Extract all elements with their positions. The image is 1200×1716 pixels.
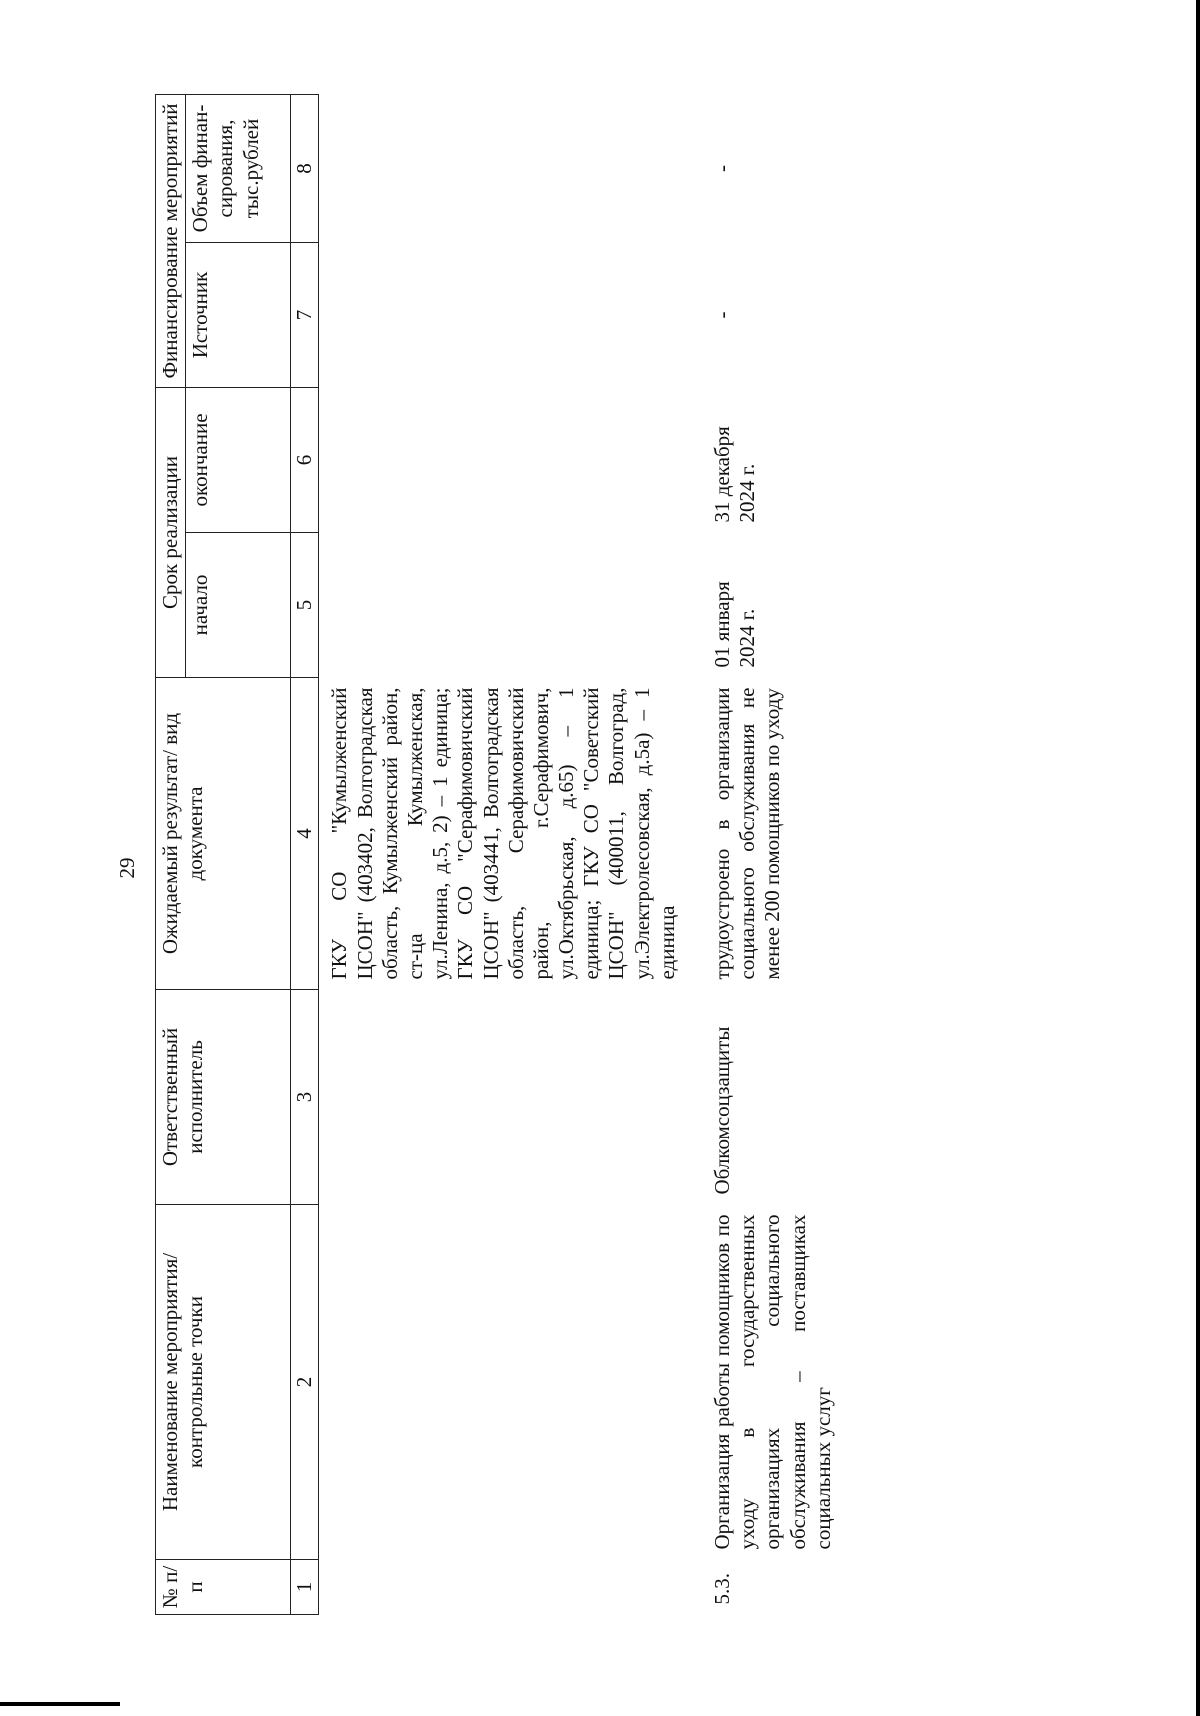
header-end: окончание <box>186 388 291 533</box>
header-expected-result: Ожидаемый результат/ вид документа <box>156 678 291 990</box>
header-start: начало <box>186 533 291 678</box>
column-number-4: 4 <box>291 678 319 990</box>
expected-result-cell: трудоустроено в организации социального обслуживания не менее 200 помощников по уходу <box>710 687 785 980</box>
activity-name-cell: Организация работы помощников по уходу в государственных организациях социального обслуживания – поставщиках социальных услуг <box>710 1214 835 1550</box>
table-row-continuation <box>319 95 702 1615</box>
header-source: Источник <box>186 243 291 388</box>
scan-edge-right <box>1196 0 1200 1716</box>
header-financing: Финансирование мероприятий <box>156 95 186 388</box>
start-date-cell: 01 января 2024 г. <box>710 581 760 668</box>
header-number: № п/п <box>156 1560 291 1615</box>
header-period: Срок реализации <box>156 388 186 678</box>
row-number-cell: 5.3. <box>710 1573 734 1605</box>
activities-table <box>155 94 840 1615</box>
page-number: 29 <box>115 857 139 879</box>
end-date-cell: 31 декабря 2024 г. <box>710 426 760 523</box>
header-volume: Объем финан-сирования, тыс.рублей <box>186 95 291 243</box>
continuation-result-cell: ГКУ СО "Кумылженский ЦСОН" (403402, Волгоградская область, Кумылженский район, ст-ца Кумылженская, ул.Ленина, д.5, 2) – 1 единица; ГКУ СО "Серафимовичский ЦСОН" (403441, Волгоградская область, Серафимовичский район, г.Серафимович, ул.Октябрьская, д.65) – 1 единица; ГКУ СО "Советский ЦСОН" (400011, Волгоград, ул.Электролесовская, д.5а) – 1 единица <box>327 687 679 980</box>
column-number-3: 3 <box>291 990 319 1205</box>
header-activity-name: Наименование мероприятия/ контрольные точки <box>156 1205 291 1560</box>
column-number-8: 8 <box>291 95 319 243</box>
header-executor: Ответственный исполнитель <box>156 990 291 1205</box>
financing-source-cell: - <box>710 311 734 319</box>
scan-edge-bottom <box>0 1702 120 1706</box>
column-number-5: 5 <box>291 533 319 678</box>
rotated-landscape-page <box>155 95 925 1615</box>
column-number-7: 7 <box>291 243 319 388</box>
executor-cell: Облкомсоцзащиты <box>710 1026 734 1195</box>
financing-volume-cell: - <box>710 165 734 172</box>
column-number-1: 1 <box>291 1560 319 1615</box>
column-number-6: 6 <box>291 388 319 533</box>
column-number-2: 2 <box>291 1205 319 1560</box>
table-row-5-3 <box>702 95 840 1615</box>
